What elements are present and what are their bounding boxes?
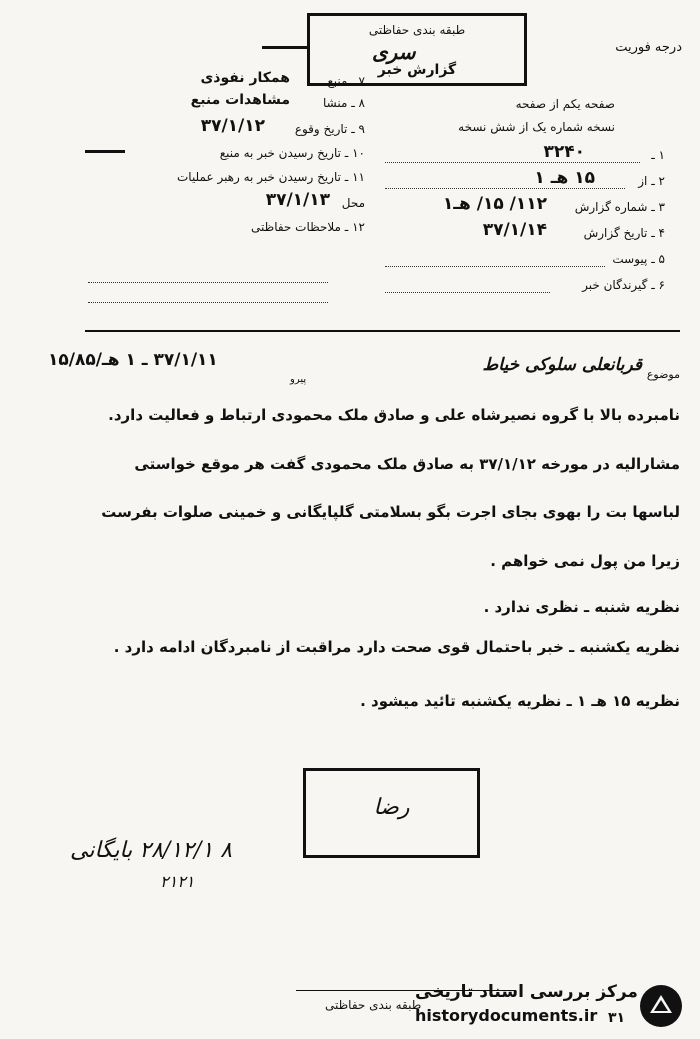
field-value: همکار نفوذی [200,70,290,86]
right-field-row [385,194,665,220]
field-value: ۳۷/۱/۱۴ [482,220,547,240]
left-field-list [85,70,365,240]
field-label: محل [341,196,365,210]
right-field-list [385,142,665,298]
field-value: ۱۵ هـ ۱ [534,168,595,188]
field-label: ۸ ـ منشا [322,96,365,110]
copy-line: نسخه شماره یک از شش نسخه [458,120,615,134]
field-value: ۳۲۴۰ [543,142,585,162]
handwritten-code: ۲۱۲۱ [160,872,195,891]
subject-text: قربانعلی سلوکی خیاط [482,355,642,375]
watermark-logo-icon [640,985,682,1027]
stamp-signature: رضا [373,795,410,820]
body-line: نظریه ۱۵ هـ ۱ ـ نظریه یکشنبه تائید میشود . [360,692,680,710]
field-label: ۱۱ ـ تاریخ رسیدن خبر به رهبر عملیات [176,170,365,184]
field-label: ۳ ـ شماره گزارش [574,200,665,214]
handwritten-note: ۸ ۲۸/۱۲/۱ بایگانی [70,838,232,863]
left-field-row [85,142,365,166]
left-field-row [85,92,365,116]
stamp-classification-text: طبقه بندی حفاظتی [368,23,466,37]
body-line: زیرا من پول نمی خواهم . [490,552,680,570]
right-field-row [385,142,665,168]
left-field-row [85,70,365,92]
field-value: مشاهدات منبع [190,92,290,108]
priority-label: درجه فوریت [615,40,682,55]
subject-label: موضوع [646,368,680,381]
subject-ref: ۳۷/۱/۱۱ ـ ۱ هـ/۱۵/۸۵ [48,350,218,370]
right-field-row [385,220,665,246]
watermark-org: مرکز بررسی اسناد تاریخی [415,982,638,1002]
body-line: نامبرده بالا با گروه نصیرشاه علی و صادق ملک محمودی ارتباط و فعالیت دارد. [108,406,680,424]
watermark-site: historydocuments.ir [415,1006,598,1025]
footer-classification: طبقه بندی حفاظتی [325,998,422,1012]
stamp-report-title: گزارش خبر [377,62,457,78]
right-field-row [385,246,665,272]
subject-ref-note: پیرو [290,374,307,385]
left-field-row [85,190,365,216]
left-field-row [85,116,365,142]
body-line: نظریه یکشنبه ـ خبر باحتمال قوی صحت دارد مراقبت از نامبردگان ادامه دارد . [113,638,680,656]
right-field-row [385,168,665,194]
signature-stamp [303,768,480,858]
field-label: ۱ ـ [651,148,665,162]
footer-number: ۳۱ [608,1010,626,1026]
field-label: ۱۲ ـ ملاحظات حفاظتی [251,220,365,234]
left-field-row [85,216,365,240]
right-field-row [385,272,665,298]
field-label: ۷ ـ منبع [327,74,365,88]
body-line: مشارالیه در مورخه ۳۷/۱/۱۲ به صادق ملک محمودی گفت هر موقع خواستی [134,455,680,473]
page-line: صفحه یکم از صفحه [515,97,615,111]
field-label: ۱۰ ـ تاریخ رسیدن خبر به منبع [219,146,365,160]
field-label: ۲ ـ از [638,174,665,188]
stamp-secret-text: سری [372,40,416,64]
left-field-row [85,166,365,190]
field-value: ۳۷/۱/۱۲ [200,116,265,136]
field-label: ۶ ـ گیرندگان خبر [582,278,665,292]
field-label: ۹ ـ تاریخ وقوع [294,122,365,136]
section-divider [85,330,680,332]
body-line: لباسها بت را بهوی بجای اجرت بگو بسلامتی گلپایگانی و خمینی صلوات بفرست [101,503,680,521]
field-label: ۵ ـ پیوست [612,252,665,266]
field-value: ۱۱۲/ ۱۵/ هـ۱ [442,194,547,214]
field-label: ۴ ـ تاریخ گزارش [583,226,665,240]
body-line: نظریه شنبه ـ نظری ندارد . [483,598,680,616]
stamp-flourish [262,46,308,49]
field-value: ۳۷/۱/۱۳ [265,190,330,210]
